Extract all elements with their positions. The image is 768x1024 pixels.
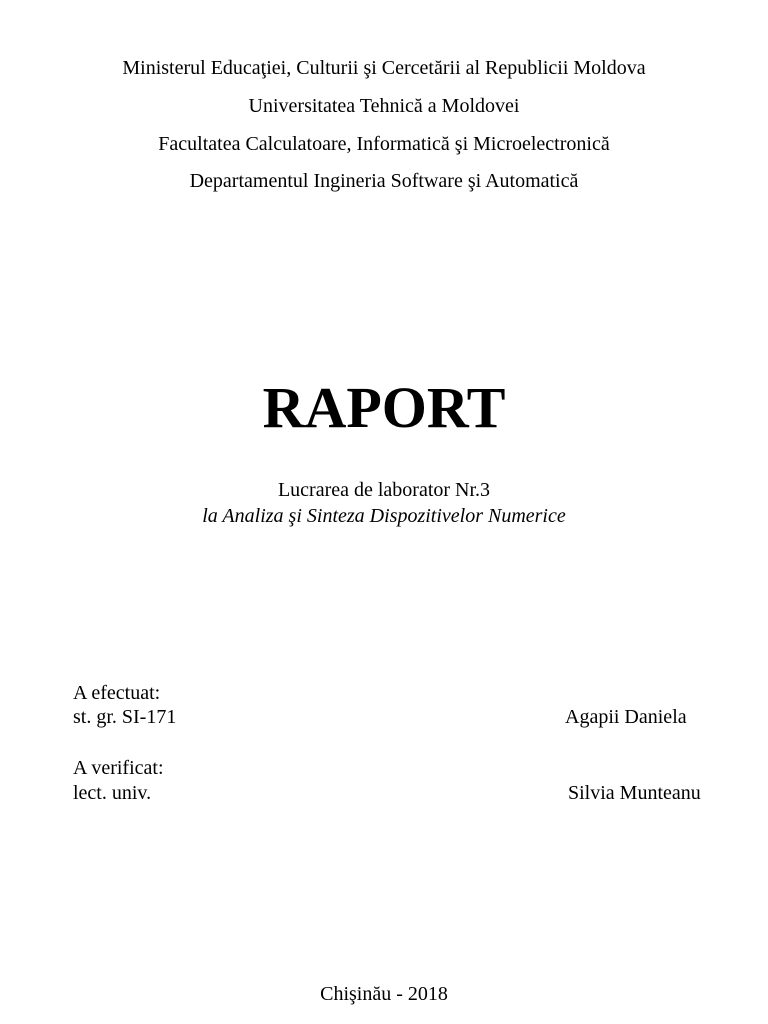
lab-number-line: Lucrarea de laborator Nr.3 xyxy=(277,479,491,501)
faculty-name: Facultatea Calculatoare, Informatică şi Microelectronică xyxy=(158,133,610,155)
verified-name: Silvia Munteanu xyxy=(568,782,701,804)
verified-label: A verificat: xyxy=(73,757,164,779)
university-name: Universitatea Tehnică a Moldovei xyxy=(248,95,520,117)
place-and-year: Chişinău - 2018 xyxy=(320,983,448,1005)
performed-label: A efectuat: xyxy=(73,682,161,704)
verified-role: lect. univ. xyxy=(73,782,152,804)
ministry-name: Ministerul Educaţiei, Culturii şi Cercetării al Republicii Moldova xyxy=(122,57,646,79)
report-title: RAPORT xyxy=(262,375,506,440)
department-name: Departamentul Ingineria Software şi Automatică xyxy=(189,170,579,192)
performed-role: st. gr. SI-171 xyxy=(73,706,177,728)
performed-name: Agapii Daniela xyxy=(565,706,687,728)
course-line: la Analiza şi Sinteza Dispozitivelor Numerice xyxy=(202,505,566,527)
